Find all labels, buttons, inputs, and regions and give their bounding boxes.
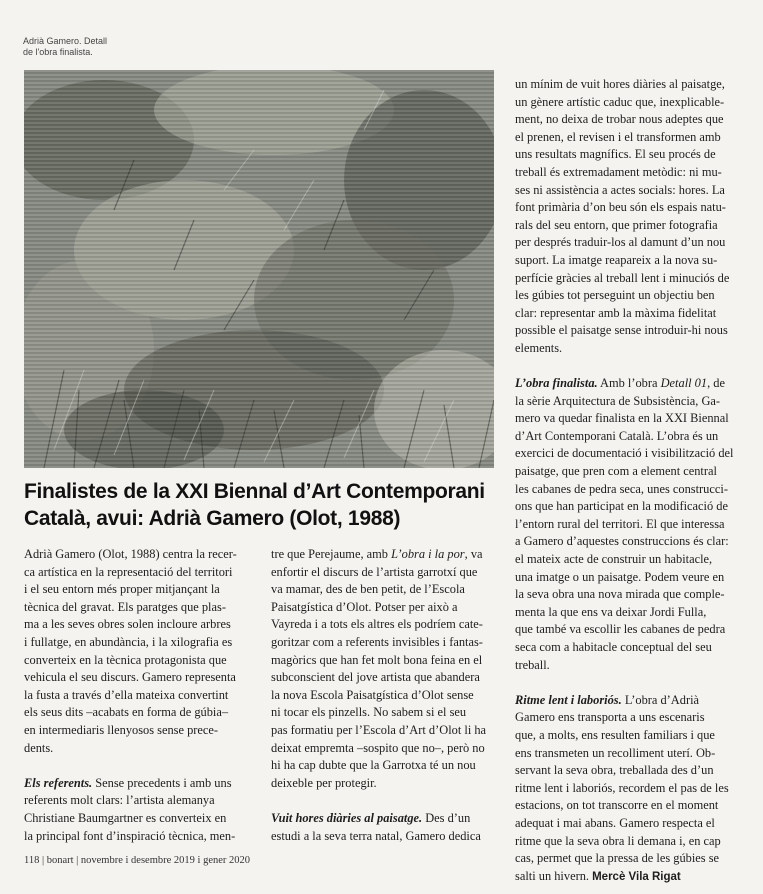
text-line: estudi a la seva terra natal, Gamero dedica xyxy=(271,828,481,843)
section-kicker: Els referents. xyxy=(24,775,93,790)
text-line: d’Art Contemporani Català. L’obra és un xyxy=(515,428,719,443)
text-line: ritme lent i laboriós, recordem el pas de les xyxy=(515,780,729,795)
text-run: Sense precedents i amb uns xyxy=(92,775,232,790)
text-line: que, a molts, ens resulten familiars i que xyxy=(515,727,715,742)
text-line: a Gamero d’aquestes construccions és clar: xyxy=(515,534,729,549)
section-kicker: Vuit hores diàries al paisatge. xyxy=(271,810,423,825)
text-line: i fullatge, en abundància, i la xilografia es xyxy=(24,634,233,649)
text-line: tècnica del gravat. Els paratges que plas- xyxy=(24,599,226,614)
photo-caption xyxy=(23,36,223,58)
text-line: subconscient del jove artista que abandera xyxy=(271,670,480,685)
text-run: L’obra d’Adrià xyxy=(621,692,700,707)
text-line: hi ha cap dubte que la Garrotxa té un nou xyxy=(271,758,476,773)
text-line: treball és extremadament metòdic: ni mu- xyxy=(515,164,722,179)
text-line: elements. xyxy=(515,340,563,355)
text-line: un gènere artístic caduc que, inexplicable- xyxy=(515,94,725,109)
text-line: el prenen, el revisen i el transformen amb xyxy=(515,129,721,144)
text-line: perfície gràcies al treball lent i minuciós de xyxy=(515,270,730,285)
text-line: adequat i mai abans. Gamero respecta el xyxy=(515,815,715,830)
caption-line: de l'obra finalista. xyxy=(23,47,93,57)
text-line: rals del seu entorn, que primer fotografia xyxy=(515,217,718,232)
work-title: Detall 01 xyxy=(660,376,708,391)
text-line: i el seu entorn més proper mitjançant la xyxy=(24,582,220,597)
artwork-photo xyxy=(24,70,494,468)
author-signature: Mercè Vila Rigat xyxy=(592,870,681,883)
text-line: en intermediaris llenyosos sense prece- xyxy=(24,722,219,737)
text-line: Christiane Baumgartner es converteix en xyxy=(24,810,227,825)
paragraph xyxy=(271,546,503,792)
text-line: la nova Escola Paisatgística d’Olot sense xyxy=(271,687,474,702)
text-line: ritme que la seva obra li demana i, en cap xyxy=(515,833,721,848)
text-line: ons que han participat en la modificació de xyxy=(515,499,728,514)
text-line: referents molt clars: l’artista alemanya xyxy=(24,793,215,808)
text-line: ens transmeten un recolliment uterí. Ob- xyxy=(515,745,716,760)
text-line: un mínim de vuit hores diàries al paisatge, xyxy=(515,77,725,91)
headline-line: Català, avui: Adrià Gamero (Olot, 1988) xyxy=(24,507,401,530)
text-line: vehicula el seu discurs. Gamero representa xyxy=(24,670,236,685)
text-line: goritzar com a referents invisibles i fantas- xyxy=(271,634,483,649)
text-line: Adrià Gamero (Olot, 1988) centra la recer- xyxy=(24,547,237,561)
paragraph xyxy=(271,810,503,845)
text-line: que també va escollir les cabanes de pedra xyxy=(515,622,726,637)
text-line: pas formatiu per l’Escola d’Art d’Olot li ha xyxy=(271,722,487,737)
text-line: va mamar, des de ben petit, de l’Escola xyxy=(271,582,465,597)
text-line: possible el paisatge sense introduir-hi nous xyxy=(515,323,728,338)
text-line: estacions, on tot transcorre en el moment xyxy=(515,798,719,813)
text-line: per després traduir-los al damunt d’un nou xyxy=(515,235,726,250)
text-line: servant la seva obra, treballada des d’un xyxy=(515,763,714,778)
text-line: ni tocar els pinzells. No sabem si el seu xyxy=(271,705,467,720)
text-line: dents. xyxy=(24,740,54,755)
headline-line: Finalistes de la XXI Biennal d’Art Contemporani xyxy=(24,480,485,503)
paragraph xyxy=(515,375,747,674)
text-line: deixeble per protegir. xyxy=(271,775,377,790)
text-line xyxy=(271,546,503,564)
section-kicker: L’obra finalista. xyxy=(515,376,598,391)
text-line: cas, permet que la pressa de les gúbies se xyxy=(515,851,720,866)
text-line: enfortir el discurs de l’artista garrotxí que xyxy=(271,564,478,579)
text-column-1 xyxy=(24,546,256,845)
text-run: , va xyxy=(464,547,483,561)
text-line: menta la que ens va deixar Jordi Fulla, xyxy=(515,604,707,619)
text-line: el mateix acte de construir un habitacle, xyxy=(515,552,713,567)
section-kicker: Ritme lent i laboriós. xyxy=(515,692,622,707)
text-line: mero va quedar finalista en la XXI Biennal xyxy=(515,411,729,426)
text-line: els seus dits –acabats en forma de gúbia– xyxy=(24,705,229,720)
text-line: ma a les seves obres solen incloure arbres xyxy=(24,617,231,632)
text-line: la sèrie Arquitectura de Subsistència, Ga- xyxy=(515,393,721,408)
text-line: magòrics que han fet molt bona feina en el xyxy=(271,652,483,667)
text-line: treball. xyxy=(515,657,550,672)
text-line: la fusta a través d’ella mateixa convertint xyxy=(24,687,229,702)
page-footer: 118 | bonart | novembre i desembre 2019 i gener 2020 xyxy=(24,855,251,866)
paragraph xyxy=(515,76,747,358)
caption-line: Adrià Gamero. Detall xyxy=(23,36,108,46)
text-line: ca artística en la representació del territori xyxy=(24,564,233,579)
text-line: Gamero ens transporta a uns escenaris xyxy=(515,710,705,725)
text-run: Amb l’obra xyxy=(597,376,661,391)
work-title: L’obra i la por xyxy=(391,547,465,561)
text-line xyxy=(515,868,747,887)
text-line: Paisatgística d’Olot. Potser per això a xyxy=(271,599,458,614)
text-line xyxy=(515,692,747,710)
article-headline xyxy=(24,478,514,532)
text-line: ment, no deixa de trobar nous adeptes que xyxy=(515,112,724,127)
text-line: suport. La imatge reapareix a la nova su- xyxy=(515,252,718,267)
text-line xyxy=(24,775,256,793)
paragraph xyxy=(515,692,747,887)
text-line: Vayreda i a tots els altres els podríem cate- xyxy=(271,617,483,632)
text-line: deixat empremta –sospito que no–, però no xyxy=(271,740,485,755)
text-line: les cabanes de pedra seca, unes construcci- xyxy=(515,481,728,496)
text-line: l’entorn rural del territori. El que interessa xyxy=(515,516,725,531)
text-line: una imatge o un paisatge. Podem veure en xyxy=(515,569,725,584)
text-line: les gúbies tot perseguint un objectiu ben xyxy=(515,288,715,303)
text-run: Des d’un xyxy=(422,810,471,825)
paragraph xyxy=(24,546,256,757)
text-line: seca com a habitacle conceptual del seu xyxy=(515,640,712,654)
text-line: converteix en la tècnica protagonista que xyxy=(24,652,227,667)
text-line: paisatge, que pren com a element central xyxy=(515,464,717,479)
text-run: tre que Perejaume, amb xyxy=(271,547,392,561)
text-line: la principal font d’inspiració tècnica, men- xyxy=(24,828,236,843)
text-run: salti un hivern. xyxy=(515,868,593,883)
text-line: ses ni assistència a actes socials: hores. La xyxy=(515,182,725,197)
text-column-3 xyxy=(515,76,747,886)
text-column-2 xyxy=(271,546,503,845)
text-run: , de xyxy=(707,376,725,391)
text-line: exercici de documentació i visibilització del xyxy=(515,446,734,461)
text-line xyxy=(271,810,503,828)
text-line: font primària d’on beu són els espais natu- xyxy=(515,200,726,215)
text-line: uns resultats magnífics. El seu procés de xyxy=(515,147,716,162)
text-line xyxy=(515,375,747,393)
text-line: la seva obra una nova mirada que comple- xyxy=(515,587,725,602)
text-line: clar: representar amb la màxima fidelitat xyxy=(515,305,717,320)
paragraph xyxy=(24,775,256,845)
